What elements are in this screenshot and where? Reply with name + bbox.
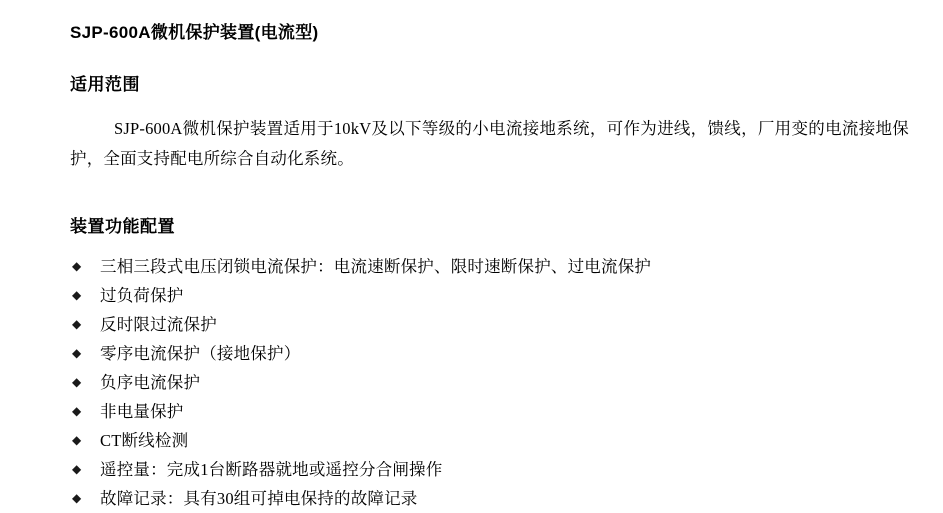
diamond-bullet-icon: ◆ [72,317,82,331]
diamond-bullet-icon: ◆ [72,346,82,360]
list-item-label: 负序电流保护 [100,373,201,392]
diamond-bullet-icon: ◆ [72,375,82,389]
list-item-label: 三相三段式电压闭锁电流保护：电流速断保护、限时速断保护、过电流保护 [100,257,652,276]
list-item-label: 反时限过流保护 [100,315,217,334]
list-item [70,368,909,397]
page-title: SJP-600A微机保护装置(电流型) [70,23,319,42]
list-item [70,397,909,426]
diamond-bullet-icon: ◆ [72,433,82,447]
diamond-bullet-icon: ◆ [72,288,82,302]
section-heading-features: 装置功能配置 [70,217,175,236]
section-heading-scope: 适用范围 [70,75,140,94]
diamond-bullet-icon: ◆ [72,259,82,273]
diamond-bullet-icon: ◆ [72,491,82,505]
diamond-bullet-icon: ◆ [72,462,82,476]
list-item [70,426,909,455]
list-item-label: 零序电流保护（接地保护） [100,344,301,363]
list-item [70,310,909,339]
list-item-label: 非电量保护 [100,402,184,421]
feature-list [70,237,909,513]
list-item [70,339,909,368]
list-item [70,252,909,281]
list-item [70,484,909,513]
list-item-label: 过负荷保护 [100,286,184,305]
list-item-label: 遥控量：完成1台断路器就地或遥控分合闸操作 [100,460,443,479]
list-item [70,281,909,310]
list-item [70,455,909,484]
list-item-label: 故障记录：具有30组可掉电保持的故障记录 [100,489,418,508]
diamond-bullet-icon: ◆ [72,404,82,418]
list-item-label: CT断线检测 [100,431,189,450]
scope-paragraph: SJP-600A微机保护装置适用于10kV及以下等级的小电流接地系统，可作为进线，馈线，厂用变的电流接地保护，全面支持配电所综合自动化系统。 [70,119,909,168]
